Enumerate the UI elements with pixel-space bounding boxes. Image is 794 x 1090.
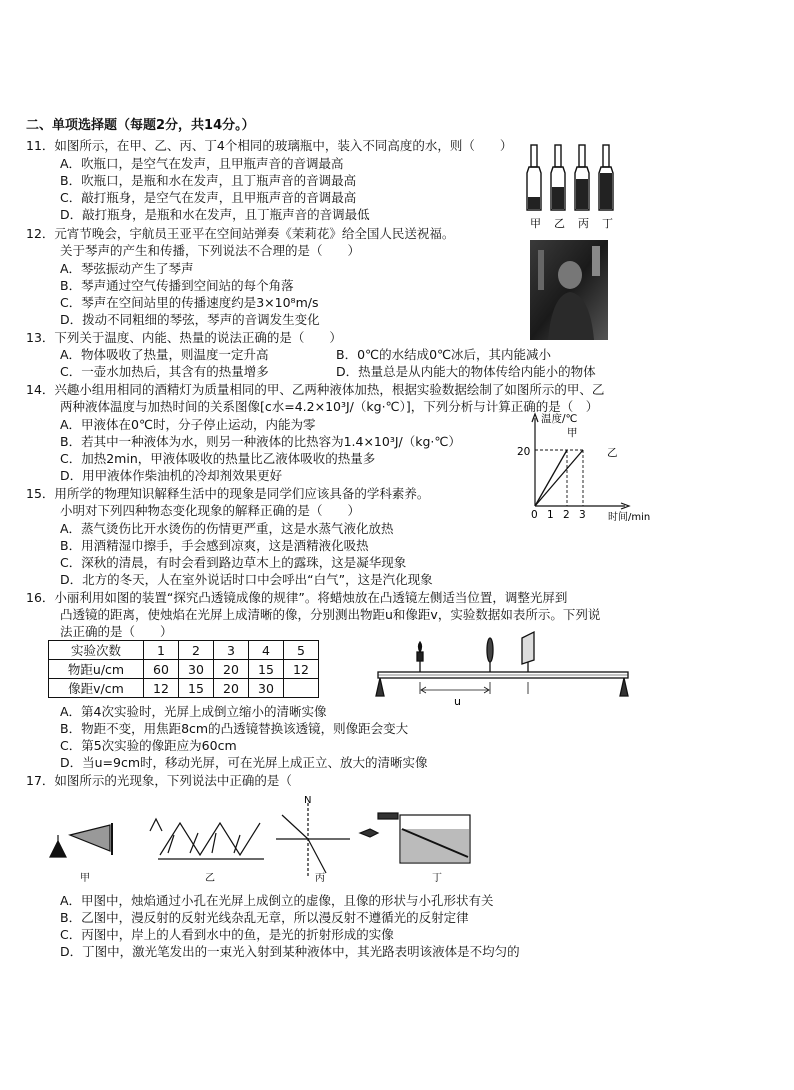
- table-cell: 12: [284, 660, 319, 679]
- question-stem-2: 小明对下列四种物态变化现象的解释正确的是（ ）: [60, 503, 361, 518]
- series-yi-line: [535, 450, 583, 506]
- x-tick-3: 3: [579, 509, 586, 521]
- option-a[interactable]: A．甲图中，烛焰通过小孔在光屏上成倒立的虚像，且像的形状与小孔形状有关: [60, 893, 494, 908]
- table-row: [49, 641, 319, 660]
- question-stem: 11．如图所示，在甲、乙、丙、丁4个相同的玻璃瓶中，装入不同高度的水，则（ ）: [26, 138, 513, 153]
- option-c[interactable]: C．第5次实验的像距应为60cm: [60, 738, 237, 753]
- question-17-stem: 17．如图所示的光现象，下列说法中正确的是（: [26, 773, 292, 788]
- option-a[interactable]: A．蒸气烫伤比开水烫伤的伤情更严重，这是水蒸气液化放热: [60, 521, 394, 536]
- table-cell: 30: [249, 679, 284, 698]
- series-label-yi: 乙: [607, 447, 618, 459]
- label-yi: 乙: [205, 873, 215, 884]
- option-d[interactable]: D．拨动不同粗细的琴弦，琴声的音调发生变化: [60, 312, 320, 327]
- option-d[interactable]: D．北方的冬天，人在室外说话时口中会呼出“白气”，这是汽化现象: [60, 572, 433, 587]
- question-stem-2: 凸透镜的距离，使烛焰在光屏上成清晰的像，分别测出物距u和像距v，实验数据如表所示。下列说: [60, 607, 601, 622]
- table-cell: 12: [144, 679, 179, 698]
- table-cell: 物距u/cm: [49, 660, 144, 679]
- bottles-figure: [525, 135, 635, 235]
- label-ding: 丁: [432, 873, 442, 884]
- table-cell: 15: [249, 660, 284, 679]
- table-cell: 5: [284, 641, 319, 660]
- table-cell: 20: [214, 660, 249, 679]
- option-b[interactable]: B．若其中一种液体为水，则另一种液体的比热容为1.4×10³J/（kg·℃）: [60, 434, 461, 449]
- x-axis-label: 时间/min: [608, 512, 651, 523]
- option-c[interactable]: C．琴声在空间站里的传播速度约是3×10⁸m/s: [60, 295, 319, 310]
- option-a[interactable]: A．吹瓶口，是空气在发声，且甲瓶声音的音调最高: [60, 156, 344, 171]
- table-cell: 20: [214, 679, 249, 698]
- option-d[interactable]: D．热量总是从内能大的物体传给内能小的物体: [336, 364, 596, 379]
- label-ding: 丁: [602, 217, 613, 230]
- question-stem: 15．用所学的物理知识解释生活中的现象是同学们应该具备的学科素养。: [26, 486, 430, 501]
- option-b[interactable]: B．乙图中，漫反射的反射光线杂乱无章，所以漫反射不遵循光的反射定律: [60, 910, 469, 925]
- table-cell: 2: [179, 641, 214, 660]
- option-b[interactable]: B．吹瓶口，是瓶和水在发声，且丁瓶声音的音调最高: [60, 173, 357, 188]
- table-row: [49, 679, 319, 698]
- normal-label: N: [304, 795, 312, 806]
- table-cell: 15: [179, 679, 214, 698]
- table-cell: 实验次数: [49, 641, 144, 660]
- x-tick-1: 1: [547, 509, 554, 521]
- option-c[interactable]: C．一壶水加热后，其含有的热量增多: [60, 364, 269, 379]
- table-row: [49, 660, 319, 679]
- series-label-jia: 甲: [567, 427, 578, 439]
- label-bing: 丙: [578, 217, 589, 230]
- question-stem: 14．兴趣小组用相同的酒精灯为质量相同的甲、乙两种液体加热，根据实验数据绘制了如图所示的甲、乙: [26, 382, 605, 397]
- option-d[interactable]: D．敲打瓶身，是瓶和水在发声，且丁瓶声音的音调最低: [60, 207, 370, 222]
- series-jia-line: [535, 450, 567, 506]
- question-stem-2: 关于琴声的产生和传播，下列说法不合理的是（ ）: [60, 243, 361, 258]
- x-tick-0: 0: [531, 509, 538, 521]
- table-cell: 3: [214, 641, 249, 660]
- option-a[interactable]: A．甲液体在0℃时，分子停止运动，内能为零: [60, 417, 316, 432]
- light-phenomena-figure: [40, 795, 540, 885]
- label-bing: 丙: [315, 873, 325, 884]
- y-axis-label: 温度/℃: [541, 413, 578, 425]
- question-stem-3: 法正确的是（ ）: [60, 624, 173, 639]
- x-tick-2: 2: [563, 509, 570, 521]
- label-jia: 甲: [530, 217, 541, 230]
- option-c[interactable]: C．加热2min，甲液体吸收的热量比乙液体吸收的热量多: [60, 451, 376, 466]
- option-b[interactable]: B．琴声通过空气传播到空间站的每个角落: [60, 278, 294, 293]
- option-b[interactable]: B．用酒精湿巾擦手，手会感到凉爽，这是酒精液化吸热: [60, 538, 369, 553]
- option-c[interactable]: C．深秋的清晨，有时会看到路边草木上的露珠，这是凝华现象: [60, 555, 407, 570]
- y-tick-20: 20: [517, 446, 531, 458]
- question-stem: 13．下列关于温度、内能、热量的说法正确的是（ ）: [26, 330, 342, 345]
- table-cell: 4: [249, 641, 284, 660]
- option-d[interactable]: D．当u=9cm时，移动光屏，可在光屏上成正立、放大的清晰实像: [60, 755, 428, 770]
- table-cell: 60: [144, 660, 179, 679]
- option-c[interactable]: C．敲打瓶身，是空气在发声，且甲瓶声音的音调最高: [60, 190, 357, 205]
- label-u: u: [454, 695, 461, 708]
- table-cell: 30: [179, 660, 214, 679]
- question-stem-2: 两种液体温度与加热时间的关系图像[c水=4.2×10³J/（kg·℃）]，下列分析与计算正确的是（ ）: [60, 399, 599, 414]
- astronaut-photo: [530, 240, 608, 340]
- section-title: 二、单项选择题（每题2分，共14分。）: [26, 118, 255, 133]
- temperature-graph: [505, 410, 665, 522]
- label-jia: 甲: [80, 873, 90, 884]
- option-d[interactable]: D．丁图中，激光笔发出的一束光入射到某种液体中，其光路表明该液体是不均匀的: [60, 944, 520, 959]
- question-stem: 12．元宵节晚会，宇航员王亚平在空间站弹奏《茉莉花》给全国人民送祝福。: [26, 226, 455, 241]
- option-c[interactable]: C．丙图中，岸上的人看到水中的鱼，是光的折射形成的实像: [60, 927, 394, 942]
- question-stem: 16．小丽利用如图的装置“探究凸透镜成像的规律”。将蜡烛放在凸透镜左侧适当位置，调整光屏到: [26, 590, 568, 605]
- table-cell: [284, 679, 319, 698]
- option-d[interactable]: D．用甲液体作柴油机的冷却剂效果更好: [60, 468, 283, 483]
- label-yi: 乙: [554, 217, 565, 230]
- table-cell: 1: [144, 641, 179, 660]
- option-a[interactable]: A．琴弦振动产生了琴声: [60, 261, 194, 276]
- optical-bench-figure: [370, 630, 640, 710]
- option-b[interactable]: B．0℃的水结成0℃冰后，其内能减小: [336, 347, 552, 362]
- table-cell: 像距v/cm: [49, 679, 144, 698]
- option-a[interactable]: A．第4次实验时，光屏上成倒立缩小的清晰实像: [60, 704, 327, 719]
- option-a[interactable]: A．物体吸收了热量，则温度一定升高: [60, 347, 269, 362]
- option-b[interactable]: B．物距不变，用焦距8cm的凸透镜替换该透镜，则像距会变大: [60, 721, 409, 736]
- experiment-table: [48, 640, 319, 698]
